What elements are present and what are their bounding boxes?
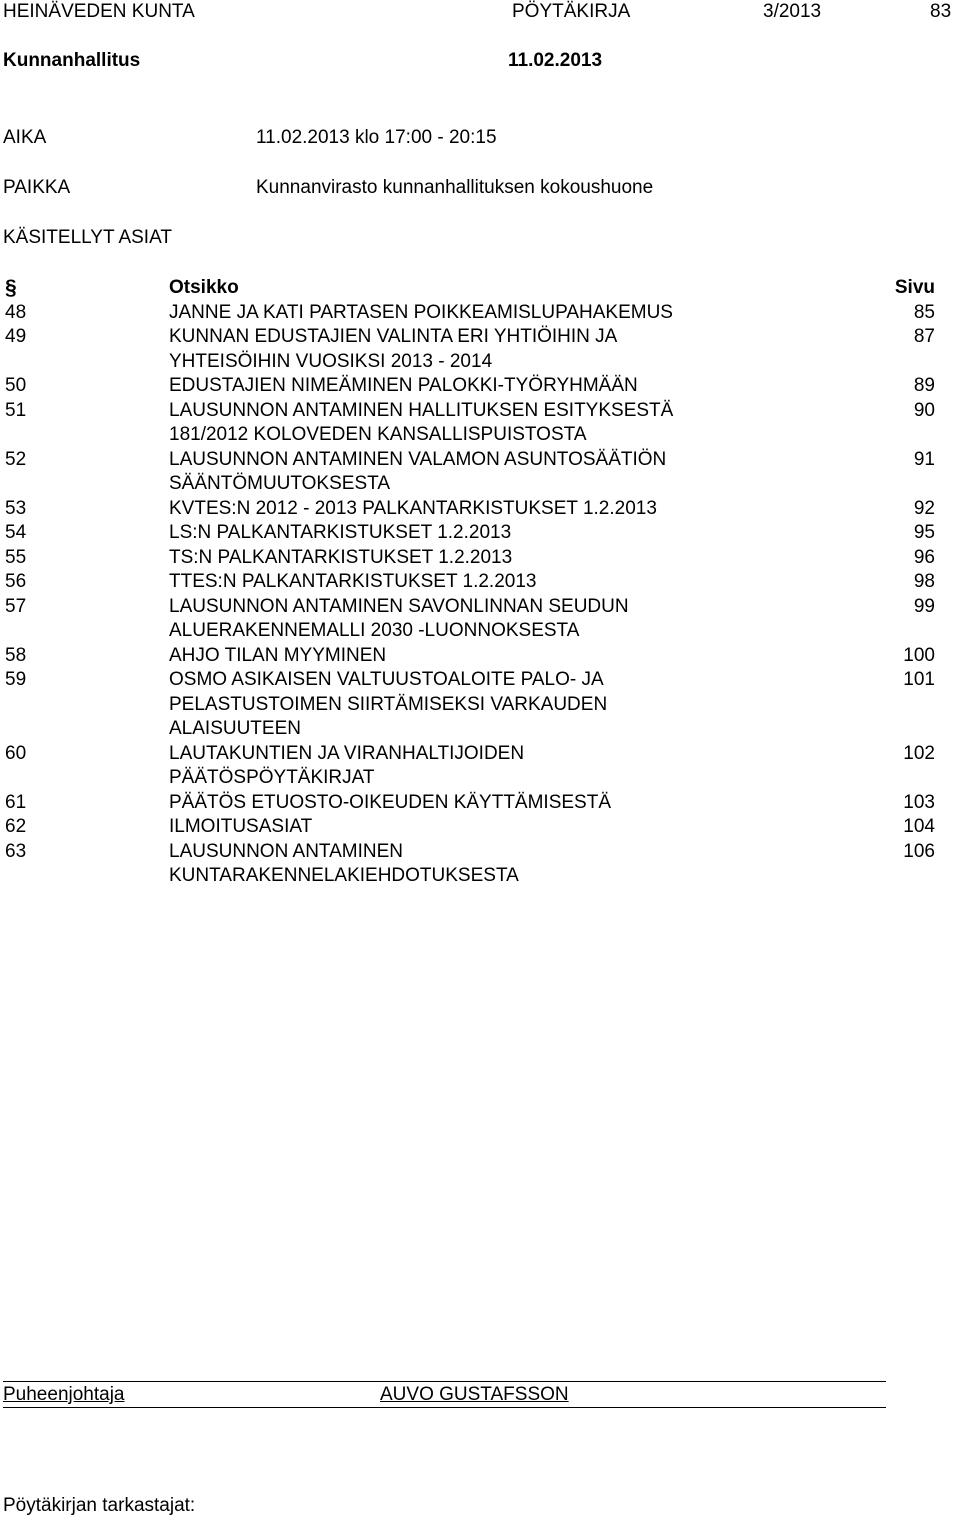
agenda-item-page: 98 (913, 571, 935, 592)
agenda-item-number: 61 (5, 791, 27, 813)
agenda-item-title-line: SÄÄNTÖMUUTOKSESTA (169, 473, 390, 494)
agenda-item-title (169, 399, 709, 448)
agenda-row (3, 791, 935, 816)
agenda-item-title-line: ILMOITUSASIAT (169, 816, 313, 837)
agenda-item-page: 99 (913, 595, 935, 617)
agenda-item-number: 48 (5, 301, 27, 323)
agenda-item-page: 104 (903, 816, 935, 837)
section-sign-header: § (5, 276, 17, 299)
agenda-item-title-line: LAUSUNNON ANTAMINEN (169, 840, 404, 862)
reviewers-label: Pöytäkirjan tarkastajat: (3, 1495, 196, 1516)
agenda-item-title (169, 301, 709, 326)
agenda-item-title (169, 570, 709, 595)
agenda-rows (3, 301, 935, 889)
governing-body: Kunnanhallitus (3, 50, 141, 71)
place-label: PAIKKA (3, 177, 71, 198)
agenda-item-number: 53 (5, 497, 27, 519)
agenda-item-number: 50 (5, 375, 27, 396)
place-value: Kunnanvirasto kunnanhallituksen kokoushuone (256, 177, 654, 198)
page-number: 83 (930, 1, 952, 22)
agenda-item-number: 51 (5, 399, 27, 421)
agenda-item-title (169, 521, 709, 546)
organization-name: HEINÄVEDEN KUNTA (3, 1, 195, 22)
agenda-item-title (169, 644, 709, 669)
agenda-item-page: 106 (903, 840, 935, 862)
agenda-item-page: 89 (913, 375, 935, 396)
time-label: AIKA (3, 127, 47, 148)
agenda-item-page: 103 (903, 791, 935, 813)
agenda-item-title-line: LS:N PALKANTARKISTUKSET 1.2.2013 (169, 522, 512, 543)
agenda-item-page: 101 (903, 669, 935, 690)
agenda-item-title-line: ALUERAKENNEMALLI 2030 -LUONNOKSESTA (169, 620, 580, 641)
agenda-item-number: 56 (5, 571, 27, 592)
agenda-item-title (169, 374, 709, 399)
signature-underline (3, 1407, 886, 1408)
agenda-row (3, 497, 935, 522)
agenda-row (3, 521, 935, 546)
agenda-item-number: 58 (5, 644, 27, 666)
agenda-item-title-line: KUNTARAKENNELAKIEHDOTUKSESTA (169, 865, 519, 886)
agenda-item-title (169, 448, 709, 497)
meeting-date: 11.02.2013 (508, 50, 603, 71)
agenda-item-title (169, 546, 709, 571)
agenda-item-title-line: LAUSUNNON ANTAMINEN SAVONLINNAN SEUDUN (169, 595, 629, 617)
agenda-item-title-line: YHTEISÖIHIN VUOSIKSI 2013 - 2014 (169, 350, 493, 372)
agenda-item-title (169, 815, 709, 840)
agenda-item-title-line: AHJO TILAN MYYMINEN (169, 644, 387, 666)
agenda-item-title (169, 840, 709, 889)
agenda-item-title-line: PELASTUSTOIMEN SIIRTÄMISEKSI VARKAUDEN (169, 693, 608, 715)
agenda-row (3, 668, 935, 742)
agenda-header-row (3, 276, 935, 301)
agenda-item-number: 49 (5, 326, 27, 347)
agenda-item-page: 87 (913, 326, 935, 347)
agenda-row (3, 815, 935, 840)
agenda-item-title-line: OSMO ASIKAISEN VALTUUSTOALOITE PALO- JA (169, 669, 604, 690)
agenda-row (3, 448, 935, 497)
document-type: PÖYTÄKIRJA (512, 1, 631, 22)
agenda-row (3, 595, 935, 644)
agenda-item-title-line: EDUSTAJIEN NIMEÄMINEN PALOKKI-TYÖRYHMÄÄN (169, 375, 638, 396)
agenda-item-title-line: TS:N PALKANTARKISTUKSET 1.2.2013 (169, 546, 513, 568)
agenda-row (3, 399, 935, 448)
agenda-item-title-line: LAUTAKUNTIEN JA VIRANHALTIJOIDEN (169, 742, 525, 764)
agenda-item-title-line: 181/2012 KOLOVEDEN KANSALLISPUISTOSTA (169, 424, 587, 445)
agenda-item-title-line: PÄÄTÖS ETUOSTO-OIKEUDEN KÄYTTÄMISESTÄ (169, 791, 612, 813)
time-value: 11.02.2013 klo 17:00 - 20:15 (256, 127, 497, 148)
agenda-item-page: 90 (913, 399, 935, 421)
agenda-item-title-line: KVTES:N 2012 - 2013 PALKANTARKISTUKSET 1.2.2013 (169, 497, 657, 519)
agenda-item-title-line: KUNNAN EDUSTAJIEN VALINTA ERI YHTIÖIHIN JA (169, 326, 618, 347)
agenda-item-page: 92 (913, 497, 935, 519)
agenda-item-page: 91 (913, 448, 935, 470)
agenda-item-number: 57 (5, 595, 27, 617)
agenda-row (3, 644, 935, 669)
agenda-item-title (169, 668, 709, 742)
page-column-header: Sivu (894, 277, 935, 298)
agenda-row (3, 840, 935, 889)
agenda-item-number: 63 (5, 840, 27, 862)
document-number: 3/2013 (763, 1, 822, 22)
agenda-item-page: 95 (913, 522, 935, 543)
agenda-item-number: 55 (5, 546, 27, 568)
title-column-header: Otsikko (169, 277, 239, 298)
agenda-item-page: 85 (913, 301, 935, 323)
agenda-row (3, 570, 935, 595)
agenda-item-title (169, 742, 709, 791)
agenda-item-title-line: TTES:N PALKANTARKISTUKSET 1.2.2013 (169, 571, 537, 592)
agenda-row (3, 742, 935, 791)
agenda-row (3, 301, 935, 326)
chair-name: AUVO GUSTAFSSON (380, 1384, 569, 1405)
agenda-item-page: 102 (903, 742, 935, 764)
signature-line (3, 1381, 886, 1382)
agenda-row (3, 325, 935, 374)
agenda-item-number: 59 (5, 669, 27, 690)
agenda-item-number: 60 (5, 742, 27, 764)
agenda-item-title-line: JANNE JA KATI PARTASEN POIKKEAMISLUPAHAKEMUS (169, 301, 673, 323)
agenda-item-page: 96 (913, 546, 935, 568)
agenda-item-title-line: LAUSUNNON ANTAMINEN HALLITUKSEN ESITYKSESTÄ (169, 399, 674, 421)
agenda-item-number: 52 (5, 448, 27, 470)
agenda-row (3, 546, 935, 571)
agenda-item-title (169, 497, 709, 522)
agenda-item-title (169, 791, 709, 816)
agenda-item-title-line: LAUSUNNON ANTAMINEN VALAMON ASUNTOSÄÄTIÖN (169, 448, 667, 470)
agenda-item-title-line: PÄÄTÖSPÖYTÄKIRJAT (169, 767, 375, 788)
chair-label: Puheenjohtaja (3, 1384, 125, 1405)
agenda-item-title-line: ALAISUUTEEN (169, 718, 301, 739)
agenda-item-number: 54 (5, 522, 27, 543)
items-heading: KÄSITELLYT ASIAT (3, 227, 172, 248)
agenda-item-title (169, 595, 709, 644)
agenda-item-number: 62 (5, 816, 27, 837)
agenda-item-page: 100 (903, 644, 935, 666)
agenda-table (3, 276, 935, 889)
agenda-row (3, 374, 935, 399)
agenda-item-title (169, 325, 709, 374)
